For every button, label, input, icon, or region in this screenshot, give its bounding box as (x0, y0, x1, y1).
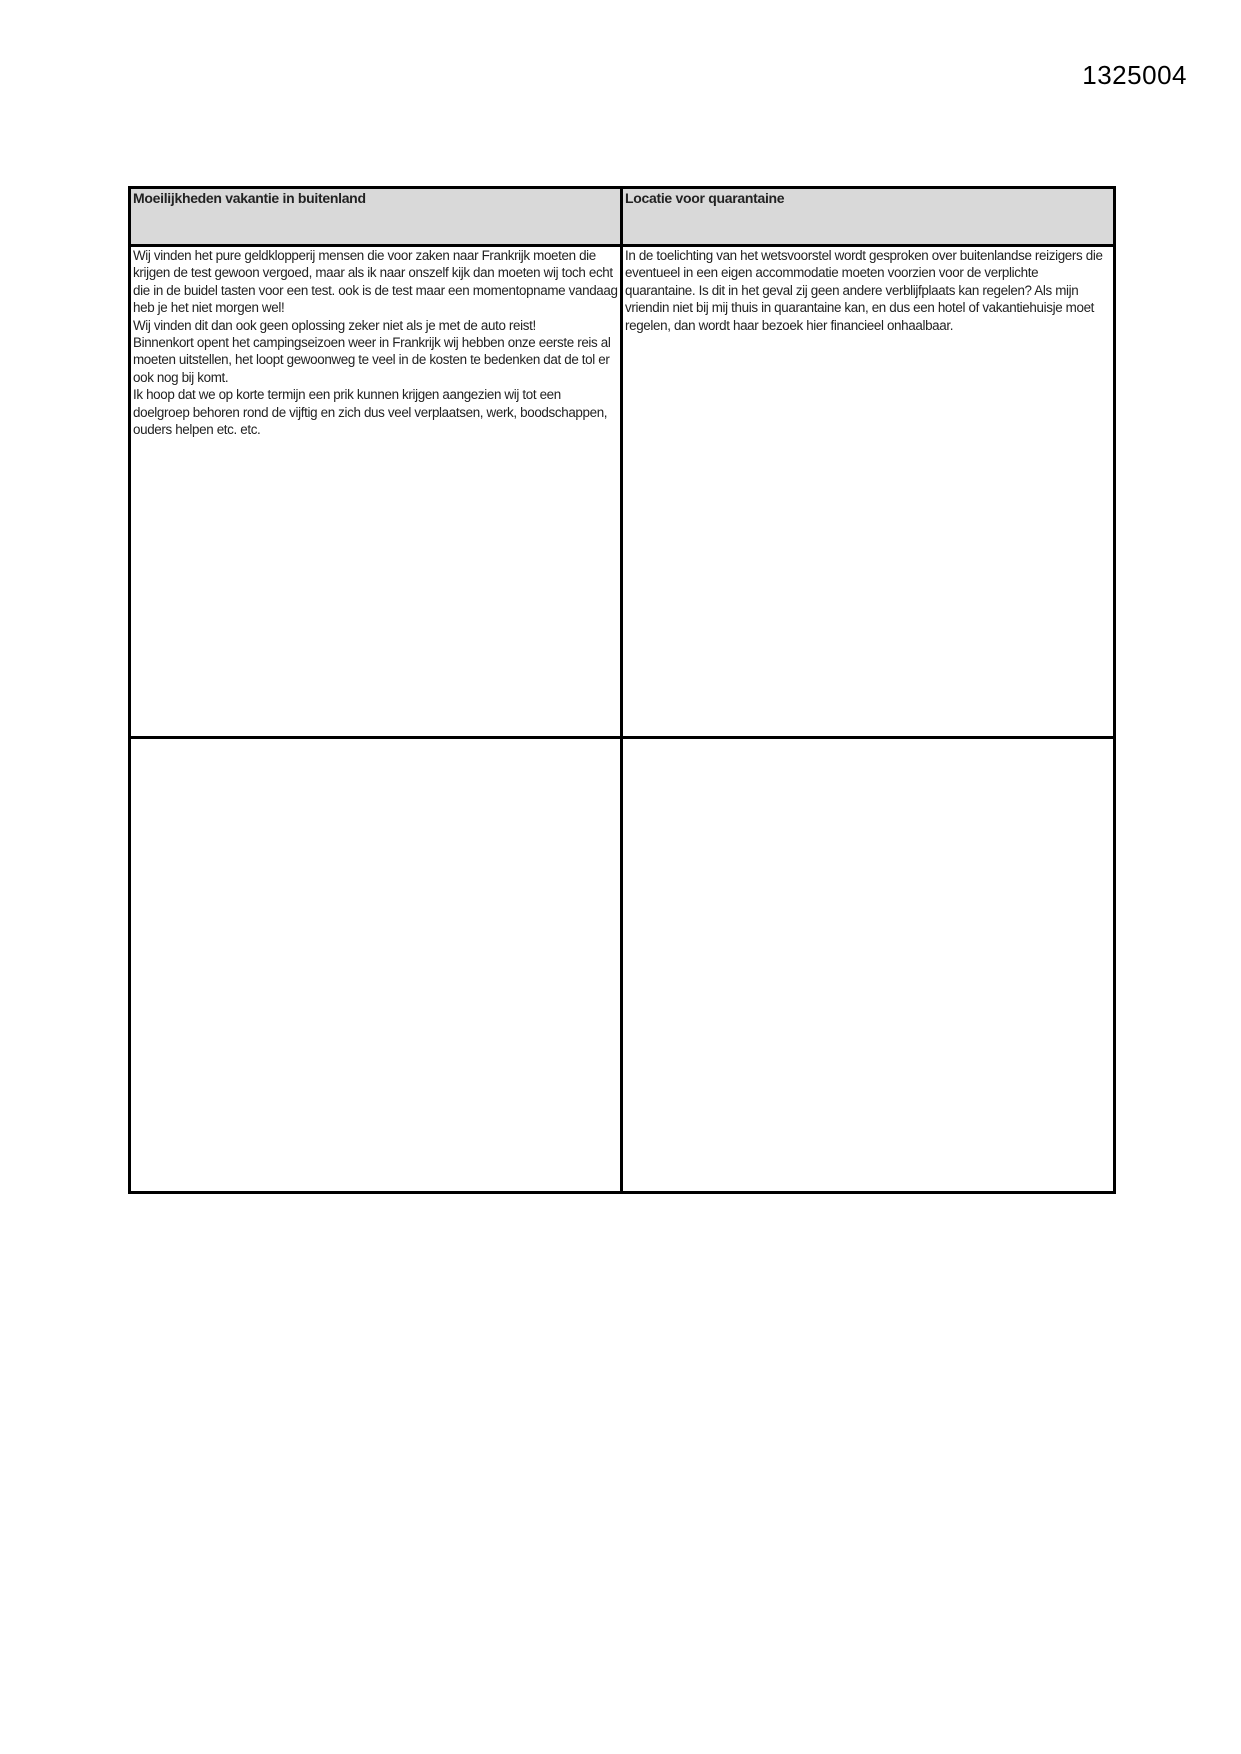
response-cell-right (623, 247, 1113, 739)
paragraph: Ik hoop dat we op korte termijn een prik kunnen krijgen aangezien wij tot een doelgroep behoren rond de vijftig en zich dus veel verplaatsen, werk, boodschappen, ouders helpen etc. etc. (133, 387, 608, 438)
document-number: 1325004 (1082, 60, 1187, 90)
empty-cell-right (623, 739, 1113, 1191)
paragraph: Binnenkort opent het campingseizoen weer in Frankrijk wij hebben onze eerste reis al moeten uitstellen, het loopt gewoonweg te veel in de kosten te bedenken dat de tol er ook nog bij komt. (133, 335, 611, 385)
paragraph: Wij vinden dit dan ook geen oplossing zeker niet als je met de auto reist! (133, 317, 536, 333)
paragraph: Wij vinden het pure geldklopperij mensen die voor zaken naar Frankrijk moeten die krijgen de test gewoon vergoed, maar als ik naar onszelf kijk dan moeten wij toch echt die in de buidel tasten voor een test. ook is de test maar een momentopname vandaag heb je het niet morgen wel! (133, 248, 618, 316)
empty-cell-left (131, 739, 623, 1191)
response-text-right (623, 247, 1113, 334)
response-cell-left (131, 247, 623, 739)
header-cell-left (131, 189, 623, 247)
response-table (128, 186, 1116, 1194)
paragraph: In de toelichting van het wetsvoorstel wordt gesproken over buitenlandse reizigers die eventueel in een eigen accommodatie moeten voorzien voor de verplichte quarantaine. Is dit in het geval zij geen andere verblijfplaats kan regelen? Als mijn vriendin niet bij mij thuis in quarantaine kan, en dus een hotel of vakantiehuisje moet regelen, dan wordt haar bezoek hier financieel onhaalbaar. (625, 248, 1103, 333)
header-quarantine-location: Locatie voor quarantaine (625, 190, 785, 206)
header-difficulties-abroad: Moeilijkheden vakantie in buitenland (133, 190, 366, 206)
response-text-left (131, 247, 620, 438)
header-cell-right (623, 189, 1113, 247)
